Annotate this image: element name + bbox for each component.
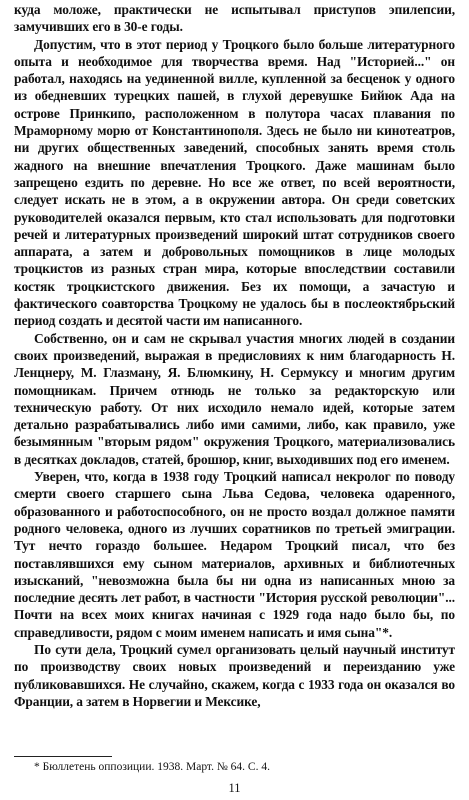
page-number: 11 (228, 781, 241, 795)
paragraph-sedov: Уверен, что, когда в 1938 году Троцкий написал некролог по поводу смерти своего старшего сына Льва Седова, человека одаренного, образованного и работоспособного, он не просто воздал должное памяти родного человека, одного из лучших соратников по третьей эмиграции. Тут нечто гораздо большее. Недаром Троцкий писал, что без поставлявшихся ему сыном материалов, архивных и библиотечных изысканий, "невозможна была бы ни одна из написанных мною за последние десять лет работ, в частности "История русской революции"... Почти на всех моих книгах начиная с 1929 года надо было бы, по справедливости, рядом с моим именем написать и имя сына"*. (14, 469, 455, 640)
paragraph-institute: По сути дела, Троцкий сумел организовать целый научный институт по производству своих новых произведений и переизданию уже публиковавшихся. Не случайно, скажем, когда с 1933 года он оказался во Франции, а затем в Норвегии и Мексике, (14, 641, 455, 709)
main-text (14, 1, 455, 710)
paragraph-continued: куда моложе, практически не испытывал приступов эпилепсии, замучивших его в 30-е годы. (14, 2, 455, 35)
paragraph-assistants: Собственно, он и сам не скрывал участия многих людей в создании своих произведений, выражая в предисловиях к ним благодарность Н. Ленцнеру, М. Глазману, Я. Блюмкину, Н. Сермуксу и многим другим помощникам. Причем отнюдь не только за редакторскую или техническую работу. От них исходило немало идей, которые затем детально разрабатывались либо ими самими, либо, как правило, уже безымянным "вторым рядом" окружения Троцкого, материализовались в десятках докладов, статей, брошюр, книг, выходивших под его именем. (14, 330, 455, 467)
footnote: * Бюллетень оппозиции. 1938. Март. № 64. С. 4. (34, 761, 270, 773)
footnote-divider (14, 756, 112, 757)
paragraph-prinkipo: Допустим, что в этот период у Троцкого было больше литературного опыта и необходимое для творчества время. Над "Историей..." он работал, находясь на уединенной вилле, купленной за бесценок у одного из обедневших турецких пашей, в глухой деревушке Бийюк Ада на острове Принкипо, расположенном в полутора часах плавания по Мраморному морю от Константинополя. Здесь не было ни кинотеатров, ни других общественных заведений, способных занять время столь жадного на внешние впечатления Троцкого. Даже машинам было запрещено ездить по деревне. Но все же ответ, по всей вероятности, следует искать не в этом, а в окружении автора. Он среди советских руководителей оказался первым, кто стал использовать для подготовки речей и литературных произведений широкий штат сотрудников своего аппарата, а затем и добровольных помощников в лице молодых троцкистов из разных стран мира, которые впоследствии составили костяк троцкистского движения. Без их помощи, а зачастую и фактического соавторства Троцкому не удалось бы в послеоктябрьский период создать и десятой части им написанного. (14, 36, 455, 329)
